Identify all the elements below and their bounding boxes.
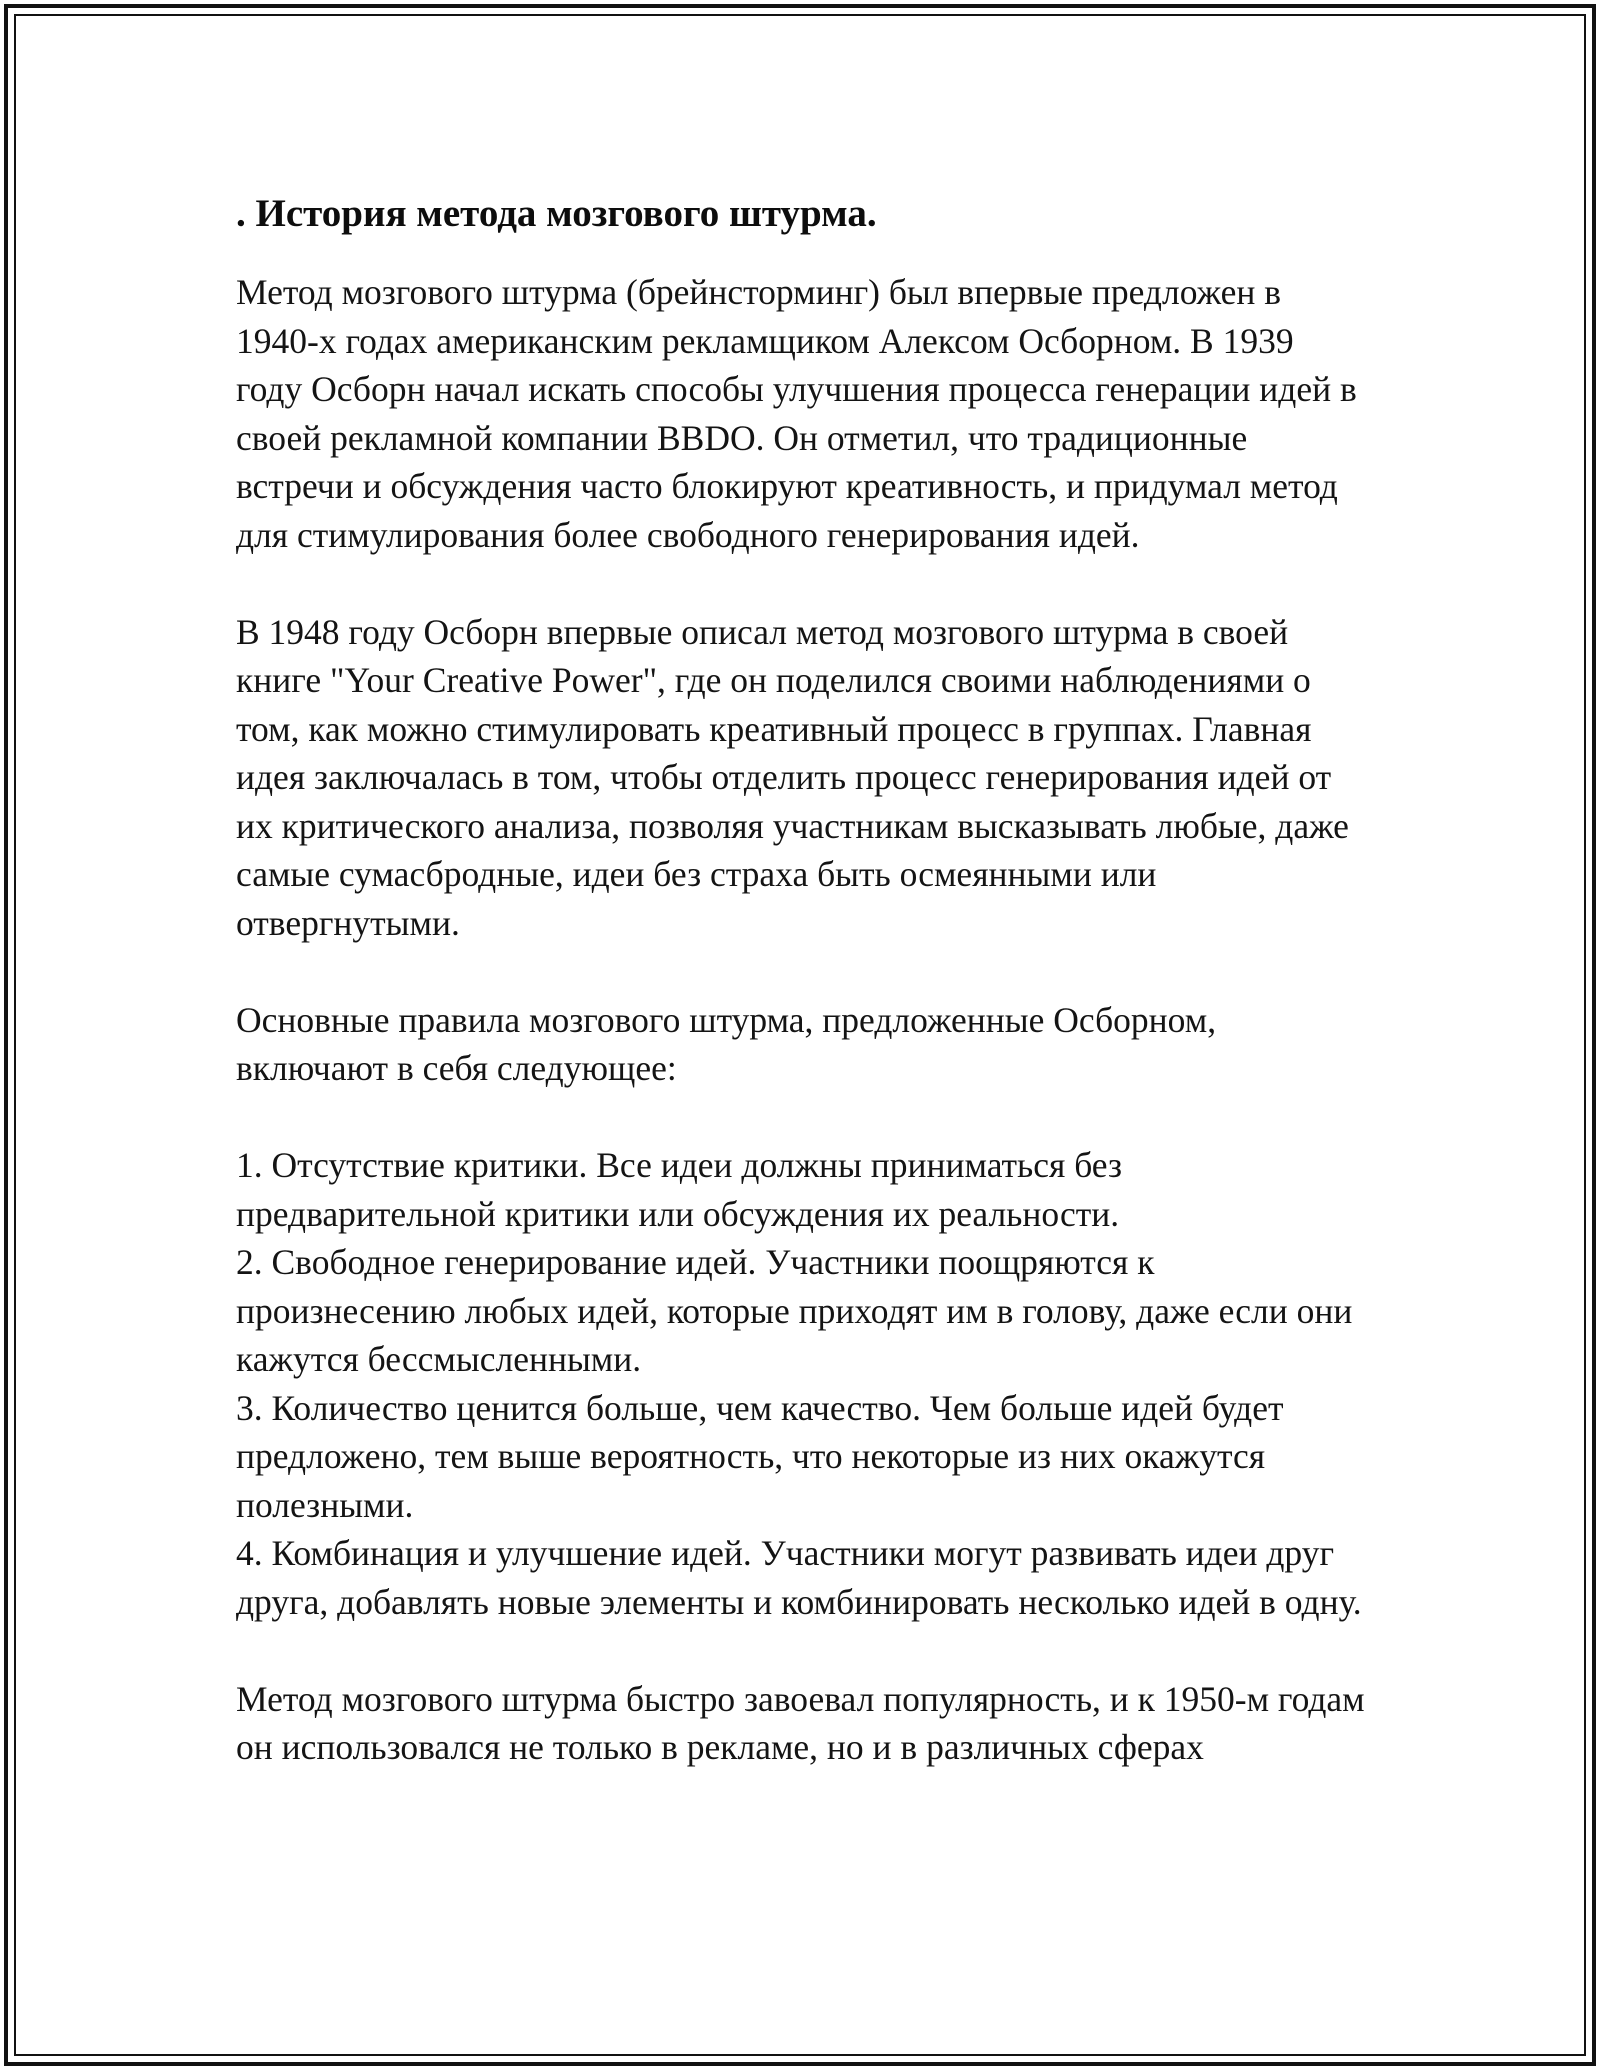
- rule-item-4: 4. Комбинация и улучшение идей. Участники могут развивать идеи друг друга, добавлять новые элементы и комбинировать несколько идей в одну.: [236, 1533, 1362, 1622]
- paragraph-popularity: Метод мозгового штурма быстро завоевал популярность, и к 1950-м годам он использовался не только в рекламе, но и в различных сферах: [236, 1678, 1365, 1767]
- paragraph-origin: Метод мозгового штурма (брейнсторминг) был впервые предложен в 1940-х годах американским рекламщиком Алексом Осборном. В 1939 году Осборн начал искать способы улучшения процесса генерации идей в своей рекламной компании BBDO. Он отметил, что традиционные встречи и обсуждения часто блокируют креативность, и придумал метод для стимулирования более свободного генерирования идей.: [236, 272, 1357, 555]
- paragraph-spacer: [236, 1093, 1366, 1142]
- document-title: . История метода мозгового штурма.: [236, 192, 877, 235]
- paragraph-spacer: [236, 1626, 1366, 1675]
- paragraph-spacer: [236, 559, 1366, 608]
- paragraph-rules-intro: Основные правила мозгового штурма, предложенные Осборном, включают в себя следующее:: [236, 999, 1217, 1088]
- rule-item-1: 1. Отсутствие критики. Все идеи должны приниматься без предварительной критики или обсуждения их реальности.: [236, 1145, 1123, 1234]
- rules-list: [236, 1141, 1366, 1626]
- document-body: [236, 186, 1366, 1772]
- paragraph-spacer: [236, 947, 1366, 996]
- rule-item-3: 3. Количество ценится больше, чем качество. Чем больше идей будет предложено, тем выше вероятность, что некоторые из них окажутся полезными.: [236, 1387, 1284, 1525]
- rule-item-2: 2. Свободное генерирование идей. Участники поощряются к произнесению любых идей, которые приходят им в голову, даже если они кажутся бессмысленными.: [236, 1242, 1353, 1379]
- paragraph-book: В 1948 году Осборн впервые описал метод мозгового штурма в своей книге "Your Creative Power", где он поделился своими наблюдениями о том, как можно стимулировать креативный процесс в группах. Главная идея заключалась в том, чтобы отделить процесс генерирования идей от их критического анализа, позволяя участникам высказывать любые, даже самые сумасбродные, идеи без страха быть осмеянными или отвергнутыми.: [236, 611, 1349, 943]
- document-text: [236, 268, 1366, 1772]
